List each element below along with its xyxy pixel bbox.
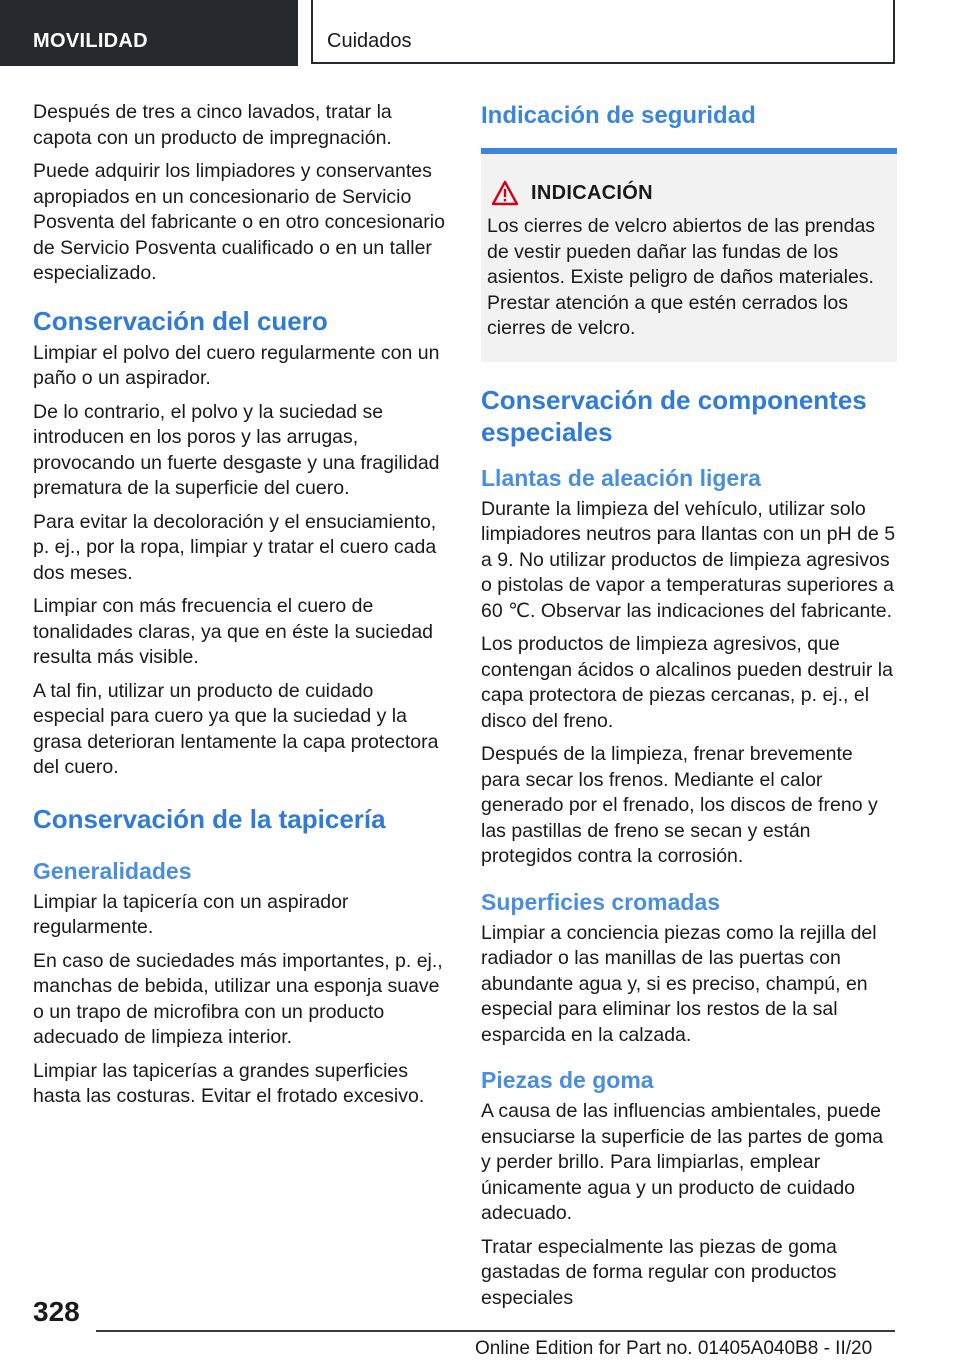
subheading-rubber-parts: Piezas de goma [481, 1067, 654, 1093]
paragraph: Tratar especialmente las piezas de goma gastadas de forma regular con productos especiales [481, 1235, 837, 1309]
page-number: 328 [33, 1296, 80, 1327]
section-heading-safety: Indicación de seguridad [481, 102, 756, 129]
page-header [0, 0, 960, 66]
paragraph: En caso de suciedades más importantes, p. ej., manchas de bebida, utilizar una esponja suave o un trapo de microfibra con un producto adecuado de limpieza interior. [33, 949, 443, 1048]
paragraph: Después de la limpieza, frenar brevemente para secar los frenos. Mediante el calor generado por el frenado, los discos de freno y las pastillas de freno se secan y están protegidos contra la corrosión. [481, 743, 878, 867]
subheading-chrome-surfaces: Superficies cromadas [481, 888, 721, 915]
subheading-alloy-wheels: Llantas de aleación ligera [481, 464, 761, 491]
paragraph: Puede adquirir los limpiadores y conservantes apropiados en un concesionario de Servicio Posventa del fabricante o en otro concesionario de Servicio Posventa cualificado o en un taller especializado. [33, 160, 445, 284]
paragraph: De lo contrario, el polvo y la suciedad se introducen en los poros y las arrugas, provocando un fuerte desgaste y una fragilidad prematura de la superficie del cuero. [33, 400, 440, 499]
paragraph: Limpiar con más frecuencia el cuero de tonalidades claras, ya que en éste la suciedad resulta más visible. [33, 595, 434, 668]
paragraph: A tal fin, utilizar un producto de cuidado especial para cuero ya que la suciedad y la grasa deterioran lentamente la capa protectora del cuero. [33, 679, 439, 778]
safety-notice [481, 154, 897, 362]
footer-rule [96, 1330, 895, 1332]
section-heading-leather: Conservación del cuero [33, 305, 328, 336]
chapter-box [311, 0, 895, 64]
notice-label: INDICACIÓN [531, 181, 653, 204]
paragraph: Durante la limpieza del vehículo, utilizar solo limpiadores neutros para llantas con un pH de 5 a 9. No utilizar productos de limpieza agresivos o pistolas de vapor a temperaturas superiores a 60 ℃. Observar las indicaciones del fabricante. [481, 497, 896, 622]
notice-text: Los cierres de velcro abiertos de las prendas de vestir pueden dañar las fundas de los asientos. Existe peligro de daños materiales. Prestar atención a que estén cerrados los cierres de velcro. [487, 215, 876, 339]
paragraph: Limpiar a conciencia piezas como la rejilla del radiador o las manillas de las puertas con abundante agua y, si es preciso, champú, en especial para eliminar los restos de la sal esparcida en la calzada. [481, 921, 877, 1046]
paragraph: Para evitar la decoloración y el ensuciamiento, p. ej., por la ropa, limpiar y tratar el cuero cada dos meses. [33, 510, 437, 584]
left-column [33, 100, 448, 1118]
right-column [481, 100, 897, 1319]
paragraph: Limpiar el polvo del cuero regularmente con un paño o un aspirador. [33, 341, 440, 389]
section-heading-special-components: Conservación de componentes especiales [481, 384, 867, 447]
notice-header [487, 180, 889, 206]
subheading-general: Generalidades [33, 857, 192, 884]
paragraph: Limpiar las tapicerías a grandes superficies hasta las costuras. Evitar el frotado excesivo. [33, 1059, 425, 1107]
section-tab: MOVILIDAD [0, 0, 298, 66]
paragraph: A causa de las influencias ambientales, puede ensuciarse la superficie de las partes de goma y perder brillo. Para limpiarlas, emplear únicamente agua y un producto de cuidado adecuado. [481, 1100, 884, 1224]
chapter-title: Cuidados [327, 30, 412, 52]
paragraph: Limpiar la tapicería con un aspirador regularmente. [33, 890, 349, 938]
edition-note: Online Edition for Part no. 01405A040B8 - II/20 [475, 1338, 873, 1359]
paragraph: Después de tres a cinco lavados, tratar la capota con un producto de impregnación. [33, 101, 392, 149]
paragraph: Los productos de limpieza agresivos, que contengan ácidos o alcalinos pueden destruir la capa protectora de piezas cercanas, p. ej., el disco del freno. [481, 633, 893, 732]
section-heading-upholstery: Conservación de la tapicería [33, 803, 386, 834]
warning-triangle-icon [491, 180, 519, 206]
